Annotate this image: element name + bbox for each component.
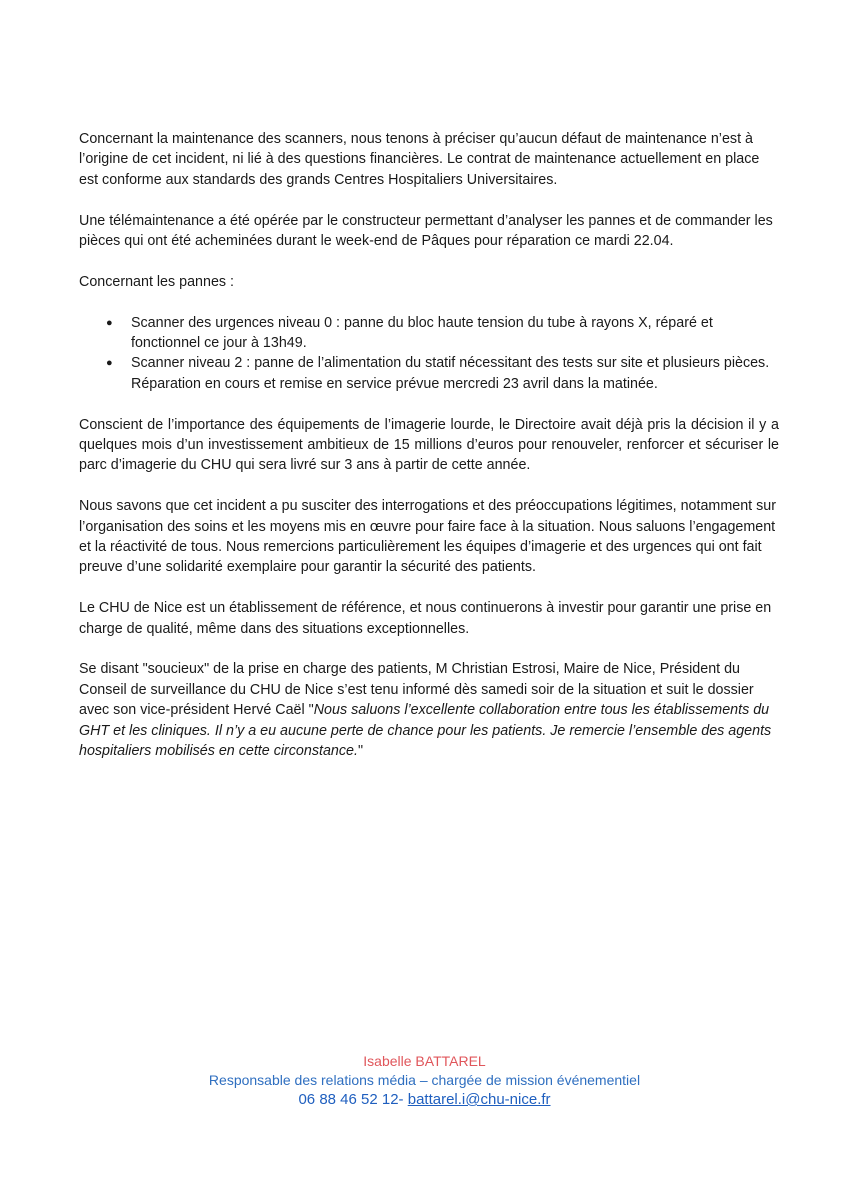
paragraph-thanks: Nous savons que cet incident a pu susciter des interrogations et des préoccupations légitimes, notamment sur l’organisation des soins et les moyens mis en œuvre pour faire face à la situation. Nous saluons l’engagement et la réactivité de tous. Nous remercions particulièrement les équipes d’imagerie et des urgences qui ont fait preuve d’une solidarité exemplaire pour garantir la sécurité des patients.: [79, 498, 776, 576]
paragraph-telemaintenance: Une télémaintenance a été opérée par le constructeur permettant d’analyser les pannes et de commander les pièces qui ont été acheminées durant le week-end de Pâques pour réparation ce mardi 22.04.: [79, 212, 773, 250]
signature-role: Responsable des relations média – chargée de mission événementiel: [208, 1072, 641, 1088]
quote-text: Nous saluons l’excellente collaboration entre tous les établissements du GHT et les cliniques. Il n’y a eu aucune perte de chance pour les patients. Je remercie l’ensemble des agents hospitaliers mobilisés en cette circonstance.: [79, 702, 772, 760]
press-release-body: [79, 129, 779, 782]
paragraph-investment: Conscient de l’importance des équipements de l’imagerie lourde, le Directoire avait déjà pris la décision il y a quelques mois d’un investissement ambitieux de 15 millions d’euros pour renouveler, renforcer et sécuriser le parc d’imagerie du CHU qui sera livré sur 3 ans à partir de cette année.: [79, 416, 779, 474]
bullet-icon: ●: [106, 357, 113, 370]
paragraph-maintenance: Concernant la maintenance des scanners, nous tenons à préciser qu’aucun défaut de maintenance n’est à l’origine de cet incident, ni lié à des questions financières. Le contrat de maintenance actuellement en place est conforme aux standards des grands Centres Hospitaliers Universitaires.: [79, 131, 760, 188]
list-item-text: Scanner niveau 2 : panne de l’alimentation du statif nécessitant des tests sur site et plusieurs pièces. Réparation en cours et remise en service prévue mercredi 23 avril dans la matinée.: [131, 355, 770, 392]
list-item: [79, 313, 779, 354]
quote-intro: Se disant "soucieux" de la prise en charge des patients, M Christian Estrosi, Maire de Nice, Président du Conseil de surveillance du CHU de Nice s’est tenu informé dès samedi soir de la situation et suit le dossier avec son vice-président Hervé Caël ": [79, 661, 754, 719]
paragraph-reference: Le CHU de Nice est un établissement de référence, et nous continuerons à investir pour garantir une prise en charge de qualité, même dans des situations exceptionnelles.: [79, 600, 772, 637]
signature-email-link[interactable]: battarel.i@chu-nice.fr: [407, 1091, 551, 1108]
list-item: [79, 353, 779, 394]
signature-name: Isabelle BATTAREL: [363, 1053, 486, 1069]
signature-block: [0, 1052, 849, 1109]
signature-phone: 06 88 46 52 12-: [298, 1091, 408, 1108]
list-item-text: Scanner des urgences niveau 0 : panne du bloc haute tension du tube à rayons X, réparé et fonctionnel ce jour à 13h49.: [131, 314, 713, 352]
bullet-icon: ●: [106, 316, 113, 329]
signature-contact: [0, 1090, 849, 1109]
quote-close: ": [357, 743, 364, 760]
paragraph-mayor-quote: [79, 659, 779, 761]
paragraph-pannes-intro: Concernant les pannes :: [79, 273, 234, 290]
pannes-list: [79, 313, 779, 395]
